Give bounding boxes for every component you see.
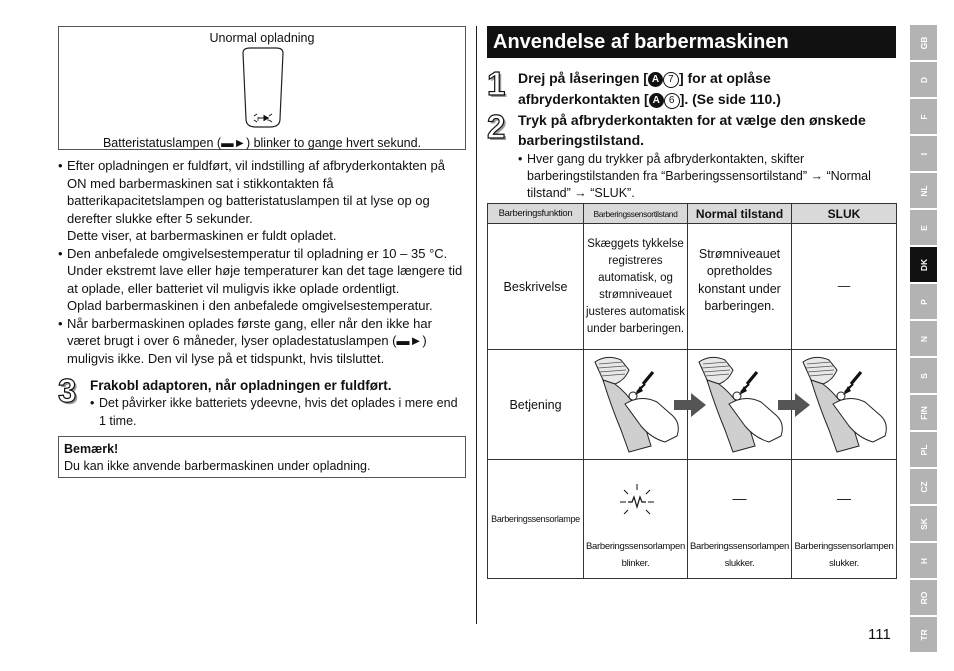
step-number-2: 2 — [487, 108, 506, 145]
tab-label: H — [918, 557, 929, 564]
row-label: Barberingssensorlampe — [488, 460, 584, 579]
empty-dash: — — [837, 490, 851, 506]
table-cell: Skæggets tykkelse registreres automatisk, og strømniveauet justeres automatisk under barberingen. — [584, 224, 688, 350]
blinking-lamp-icon — [616, 482, 658, 520]
table-row — [488, 460, 897, 579]
tab-label: PL — [918, 444, 929, 455]
charging-box-title: Unormal opladning — [209, 31, 315, 45]
language-tab-h[interactable] — [910, 543, 937, 578]
note-title: Bemærk! — [64, 442, 119, 456]
note-text: Du kan ikke anvende barbermaskinen under opladning. — [64, 459, 371, 473]
language-tab-sk[interactable] — [910, 506, 937, 541]
table-cell — [792, 460, 897, 579]
language-tab-i[interactable] — [910, 136, 937, 171]
charging-notes — [58, 157, 468, 367]
step-2-title: Tryk på afbryderkontakten for at vælge den ønskede barberingstilstand. — [518, 112, 866, 148]
column-header: Barberingsfunktion — [488, 204, 584, 224]
tab-label: P — [918, 298, 929, 305]
language-tab-fin[interactable] — [910, 395, 937, 430]
charging-box-caption: Batteristatuslampen (▬►) blinker to gange hvert sekund. — [102, 136, 422, 150]
tab-label: D — [918, 76, 929, 83]
lamp-caption: Barberingssensorlampen slukker. — [794, 541, 894, 569]
list-item: • Efter opladningen er fuldført, vil indstilling af afbryderkontakten på ON med barbermaskinen sat i stikkontakten få batterikapacitetslampen og batteristatuslampen til at lyse op og derefter slukke efter 5 sekunder. Dette viser, at barbermaskinen er fuldt opladet. — [58, 157, 468, 245]
language-tab-tr[interactable] — [910, 617, 937, 652]
row-label: Beskrivelse — [488, 224, 584, 350]
battery-status-icon: ▬► — [221, 136, 246, 150]
tab-label: TR — [918, 628, 929, 641]
tab-label: E — [918, 224, 929, 231]
shaver-press-illustration — [689, 350, 791, 454]
tab-label: RO — [918, 591, 929, 604]
step-number-3: 3 — [58, 372, 77, 409]
abnormal-charging-box — [58, 26, 466, 150]
shaver-lamp-illustration — [240, 47, 286, 129]
row-label: Betjening — [488, 350, 584, 460]
list-item: • Når barbermaskinen oplades første gang, eller når den ikke har været brugt i over 6 måneder, lyser opladestatuslampen (▬►) muligvis ikke. Den vil lyse på et tidspunkt, hvis tilsluttet. — [58, 315, 468, 368]
charging-status-icon: ▬► — [396, 333, 423, 348]
tab-label: S — [918, 372, 929, 379]
column-header: Barberingssensortilstand — [584, 204, 688, 224]
step-2-text — [518, 110, 898, 202]
language-tab-n[interactable] — [910, 321, 937, 356]
step-3-sub: • Det påvirker ikke batteriets ydeevne, hvis det oplades i mere end 1 time. — [90, 395, 460, 430]
part-number-icon: 7 — [663, 72, 679, 88]
section-header: Anvendelse af barbermaskinen — [487, 26, 896, 58]
language-tab-s[interactable] — [910, 358, 937, 393]
figure-a-icon: A — [649, 93, 664, 108]
table-cell: — — [792, 224, 897, 350]
tab-label: I — [918, 152, 929, 155]
language-tab-p[interactable] — [910, 284, 937, 319]
language-tab-f[interactable] — [910, 99, 937, 134]
language-tab-gb[interactable] — [910, 25, 937, 60]
tab-label: NL — [918, 184, 929, 197]
shaver-press-illustration — [793, 350, 895, 454]
language-tabs — [910, 25, 937, 654]
tab-label: CZ — [918, 480, 929, 493]
column-header: SLUK — [792, 204, 897, 224]
page-number: 111 — [868, 626, 891, 643]
step-3-title: Frakobl adaptoren, når opladningen er fuldført. — [90, 378, 392, 393]
part-number-icon: 6 — [664, 93, 680, 109]
operation-illustration-cell — [584, 350, 688, 460]
column-divider — [476, 26, 477, 624]
step-2-sub: • Hver gang du trykker på afbryderkontakten, skifter barberingstilstanden fra “Barberingssensortilstand” → “Normal tilstand” → “SLUK”. — [518, 151, 898, 202]
table-row — [488, 350, 897, 460]
lamp-caption: Barberingssensorlampen blinker. — [585, 541, 685, 569]
operation-illustration-cell — [688, 350, 792, 460]
table-cell — [688, 460, 792, 579]
language-tab-ro[interactable] — [910, 580, 937, 615]
table-row — [488, 224, 897, 350]
table-cell: Strømniveauet opretholdes konstant under barberingen. — [688, 224, 792, 350]
step-1-text: Drej på låseringen [ A 7 ] for at oplåse afbryderkontakten [ A 6 ]. (Se side 110.) — [518, 70, 781, 107]
column-header: Normal tilstand — [688, 204, 792, 224]
language-tab-pl[interactable] — [910, 432, 937, 467]
table-cell — [584, 460, 688, 579]
empty-dash: — — [732, 490, 747, 506]
figure-a-icon: A — [648, 72, 663, 87]
step-3-text — [90, 377, 460, 430]
tab-label: FIN — [918, 405, 929, 420]
operation-illustration-cell — [792, 350, 897, 460]
table-header-row — [488, 204, 897, 224]
tab-label: DK — [918, 258, 929, 271]
tab-label: SK — [918, 517, 929, 530]
lamp-caption: Barberingssensorlampen slukker. — [689, 541, 789, 569]
list-item: • Den anbefalede omgivelsestemperatur til opladning er 10 – 35 °C. Under ekstremt lave eller høje temperaturer kan det tage længere tid at oplade, eller batteriet vil muligvis ikke oplade ordentligt. Oplad barbermaskinen i den anbefalede omgivelsestemperatur. — [58, 245, 468, 315]
language-tab-d[interactable] — [910, 62, 937, 97]
tab-label: N — [918, 335, 929, 342]
tab-label: F — [918, 113, 929, 120]
note-box — [58, 436, 466, 478]
shaver-press-illustration — [585, 350, 687, 454]
language-tab-dk[interactable] — [910, 247, 937, 282]
language-tab-e[interactable] — [910, 210, 937, 245]
step-number-1: 1 — [487, 65, 506, 102]
shaving-mode-table — [487, 203, 897, 579]
tab-label: GB — [918, 36, 929, 49]
language-tab-nl[interactable] — [910, 173, 937, 208]
language-tab-cz[interactable] — [910, 469, 937, 504]
